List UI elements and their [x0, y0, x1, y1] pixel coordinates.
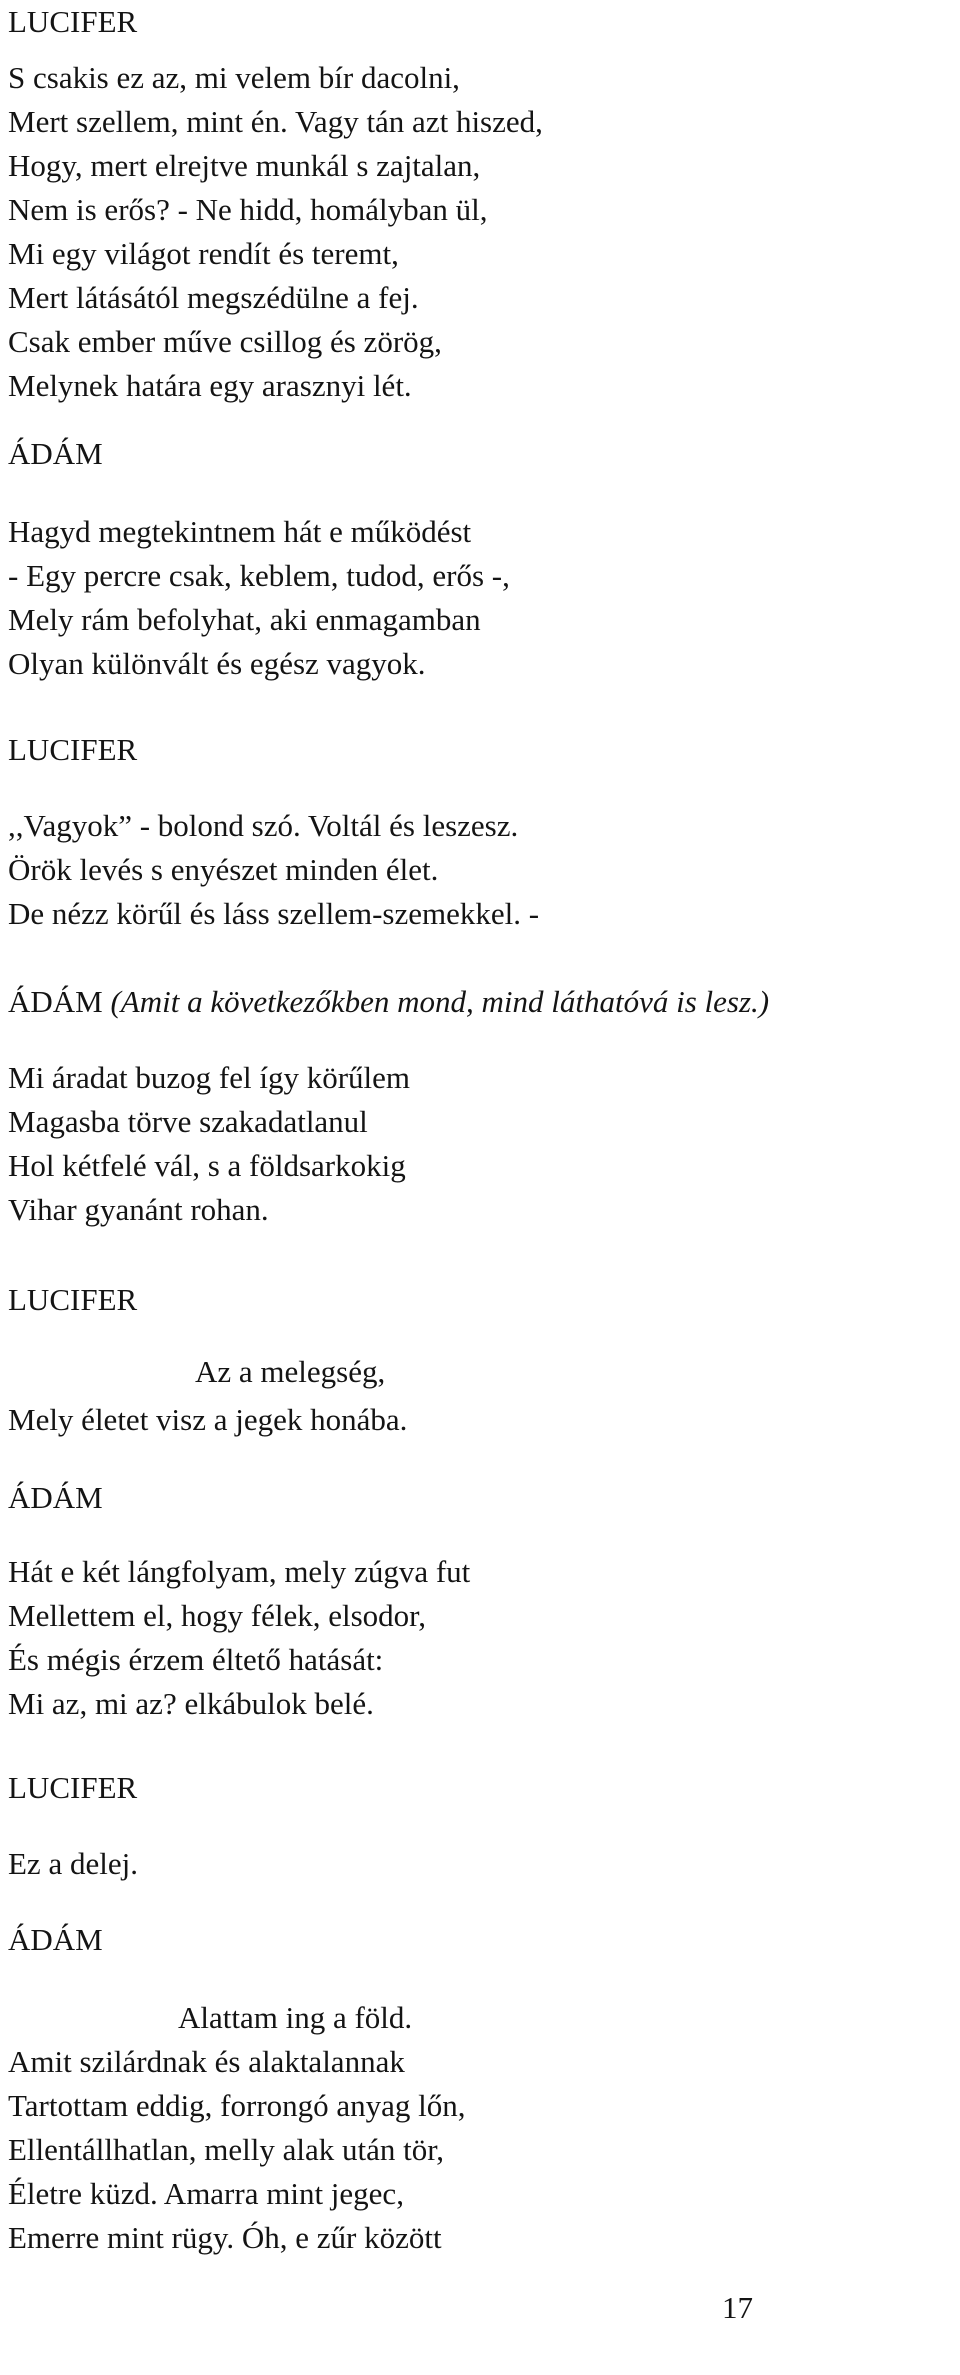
- verse-line: Az a melegség,: [195, 1354, 386, 1389]
- verse-line: Nem is erős? - Ne hidd, homályban ül,: [8, 192, 488, 227]
- verse-line: Hol kétfelé vál, s a földsarkokig: [8, 1148, 406, 1183]
- verse-line: És mégis érzem éltető hatását:: [8, 1642, 384, 1677]
- verse-line: Hogy, mert elrejtve munkál s zajtalan,: [8, 148, 481, 183]
- verse-line: Mely életet visz a jegek honába.: [8, 1402, 408, 1437]
- verse-line: Hát e két lángfolyam, mely zúgva fut: [8, 1554, 471, 1589]
- verse-line: Alattam ing a föld.: [178, 2000, 413, 2035]
- verse-line: Életre küzd. Amarra mint jegec,: [8, 2176, 404, 2211]
- speaker-name: ÁDÁM: [8, 984, 103, 1019]
- verse-line: Vihar gyanánt rohan.: [8, 1192, 269, 1227]
- verse-line: Mi az, mi az? elkábulok belé.: [8, 1686, 374, 1721]
- verse-line: Örök levés s enyészet minden élet.: [8, 852, 439, 887]
- speaker-lucifer: LUCIFER: [8, 1770, 138, 1805]
- verse-line: Mi egy világot rendít és teremt,: [8, 236, 399, 271]
- verse-line: Mi áradat buzog fel így körűlem: [8, 1060, 411, 1095]
- verse-line: Csak ember műve csillog és zörög,: [8, 324, 442, 359]
- speaker-adam: ÁDÁM: [8, 1922, 103, 1957]
- speaker-adam: ÁDÁM: [8, 1480, 103, 1515]
- verse-line: Tartottam eddig, forrongó anyag lőn,: [8, 2088, 466, 2123]
- page-number: 17: [722, 2290, 753, 2325]
- verse-line: Hagyd megtekintnem hát e működést: [8, 514, 472, 549]
- verse-line: Magasba törve szakadatlanul: [8, 1104, 368, 1139]
- verse-line: Mert látásától megszédülne a fej.: [8, 280, 419, 315]
- speaker-adam: ÁDÁM: [8, 436, 103, 471]
- speaker-adam: [8, 980, 769, 1024]
- verse-line: - Egy percre csak, keblem, tudod, erős -,: [8, 558, 510, 593]
- verse-line: Mert szellem, mint én. Vagy tán azt hiszed,: [8, 104, 543, 139]
- verse-line: Mellettem el, hogy félek, elsodor,: [8, 1598, 427, 1633]
- verse-line: Ellentállhatlan, melly alak után tör,: [8, 2132, 445, 2167]
- verse-line: De nézz körűl és láss szellem-szemekkel. -: [8, 896, 540, 931]
- verse-line: ,,Vagyok” - bolond szó. Voltál és leszesz.: [8, 808, 519, 843]
- stage-direction: (Amit a következőkben mond, mind láthatóvá is lesz.): [110, 984, 770, 1019]
- speaker-lucifer: LUCIFER: [8, 4, 138, 39]
- speaker-lucifer: LUCIFER: [8, 1282, 138, 1317]
- verse-line: Ez a delej.: [8, 1846, 138, 1881]
- verse-line: Melynek határa egy arasznyi lét.: [8, 368, 412, 403]
- verse-line: Mely rám befolyhat, aki enmagamban: [8, 602, 481, 637]
- verse-line: S csakis ez az, mi velem bír dacolni,: [8, 60, 460, 95]
- speaker-lucifer: LUCIFER: [8, 732, 138, 767]
- verse-line: Olyan különvált és egész vagyok.: [8, 646, 426, 681]
- verse-line: Emerre mint rügy. Óh, e zűr között: [8, 2220, 442, 2255]
- verse-line: Amit szilárdnak és alaktalannak: [8, 2044, 405, 2079]
